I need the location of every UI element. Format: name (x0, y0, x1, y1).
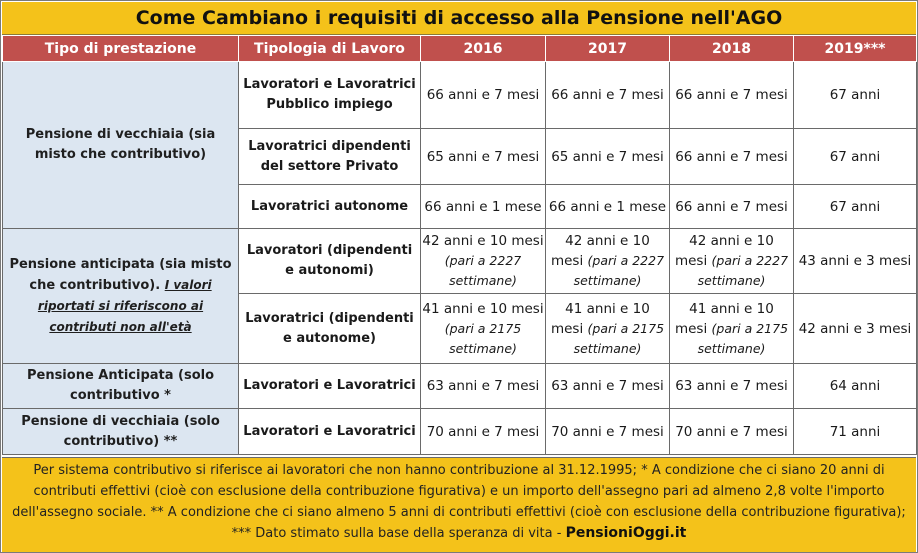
value-cell: 66 anni e 7 mesi (546, 62, 670, 129)
value-cell: 67 anni (794, 129, 917, 185)
requirements-table (2, 35, 917, 455)
value-cell: 42 anni e 3 mesi (794, 294, 917, 364)
lavoro-cell: Lavoratori (dipendenti e autonomi) (239, 229, 421, 294)
value-cell: 67 anni (794, 62, 917, 129)
table-row (3, 364, 917, 409)
value-cell: 65 anni e 7 mesi (421, 129, 546, 185)
tipo-vecchiaia-contributivo: Pensione di vecchiaia (solo contributivo) ** (3, 409, 239, 455)
tipo-anticipata-label: Pensione anticipata (sia misto che contributivo). (9, 256, 232, 293)
value-cell: 63 anni e 7 mesi (670, 364, 794, 409)
value-cell: 66 anni e 7 mesi (421, 62, 546, 129)
contributi-note: I valori riportati si riferiscono ai contributi non all'età (37, 277, 212, 334)
table-row (3, 409, 917, 455)
value-cell: 70 anni e 7 mesi (546, 409, 670, 455)
value-cell: 41 anni e 10 mesi (pari a 2175 settimane) (670, 294, 794, 364)
value-cell: 66 anni e 7 mesi (670, 62, 794, 129)
header-2019: 2019*** (794, 36, 917, 62)
page-title: Come Cambiano i requisiti di accesso alla Pensione nell'AGO (2, 2, 916, 35)
header-2016: 2016 (421, 36, 546, 62)
value-cell: 71 anni (794, 409, 917, 455)
header-tipologia: Tipologia di Lavoro (239, 36, 421, 62)
brand-link[interactable]: PensioniOggi.it (565, 525, 687, 541)
tipo-vecchiaia: Pensione di vecchiaia (sia misto che contributivo) (3, 62, 239, 229)
lavoro-cell: Lavoratrici autonome (239, 185, 421, 229)
header-row (3, 36, 917, 62)
value-cell: 64 anni (794, 364, 917, 409)
value-cell: 41 anni e 10 mesi (pari a 2175 settimane) (546, 294, 670, 364)
value-cell: 63 anni e 7 mesi (546, 364, 670, 409)
value-cell: 41 anni e 10 mesi (pari a 2175 settimane) (421, 294, 546, 364)
table-row (3, 62, 917, 129)
value-cell: 42 anni e 10 mesi (pari a 2227 settimane) (670, 229, 794, 294)
value-cell: 42 anni e 10 mesi (pari a 2227 settimane) (546, 229, 670, 294)
lavoro-cell: Lavoratori e Lavoratrici Pubblico impiego (239, 62, 421, 129)
table-row (3, 229, 917, 294)
value-cell: 70 anni e 7 mesi (421, 409, 546, 455)
lavoro-cell: Lavoratori e Lavoratrici (239, 364, 421, 409)
tipo-anticipata (3, 229, 239, 364)
tipo-anticipata-contributivo: Pensione Anticipata (solo contributivo * (3, 364, 239, 409)
value-cell: 66 anni e 7 mesi (670, 185, 794, 229)
value-cell: 66 anni e 1 mese (546, 185, 670, 229)
value-cell: 67 anni (794, 185, 917, 229)
lavoro-cell: Lavoratori e Lavoratrici (239, 409, 421, 455)
value-cell: 63 anni e 7 mesi (421, 364, 546, 409)
footnote (2, 457, 916, 552)
header-2018: 2018 (670, 36, 794, 62)
lavoro-cell: Lavoratrici (dipendenti e autonome) (239, 294, 421, 364)
header-2017: 2017 (546, 36, 670, 62)
lavoro-cell: Lavoratrici dipendenti del settore Privato (239, 129, 421, 185)
value-cell: 65 anni e 7 mesi (546, 129, 670, 185)
header-tipo: Tipo di prestazione (3, 36, 239, 62)
footnote-text: Per sistema contributivo si riferisce ai lavoratori che non hanno contribuzione al 31.12.1995; * A condizione che ci siano 20 anni di contributi effettivi (cioè con esclusione della contribuzione figurativa) e un importo dell'assegno pari ad almeno 2,8 volte l'importo dell'assegno sociale. ** A condizione che ci siano almeno 5 anni di contributi effettivi (cioè con esclusione della contribuzione figurativa); *** Dato stimato sulla base della speranza di vita - (12, 463, 906, 541)
value-cell: 66 anni e 1 mese (421, 185, 546, 229)
value-cell: 42 anni e 10 mesi (pari a 2227 settimane) (421, 229, 546, 294)
value-cell: 66 anni e 7 mesi (670, 129, 794, 185)
value-cell: 70 anni e 7 mesi (670, 409, 794, 455)
value-cell: 43 anni e 3 mesi (794, 229, 917, 294)
